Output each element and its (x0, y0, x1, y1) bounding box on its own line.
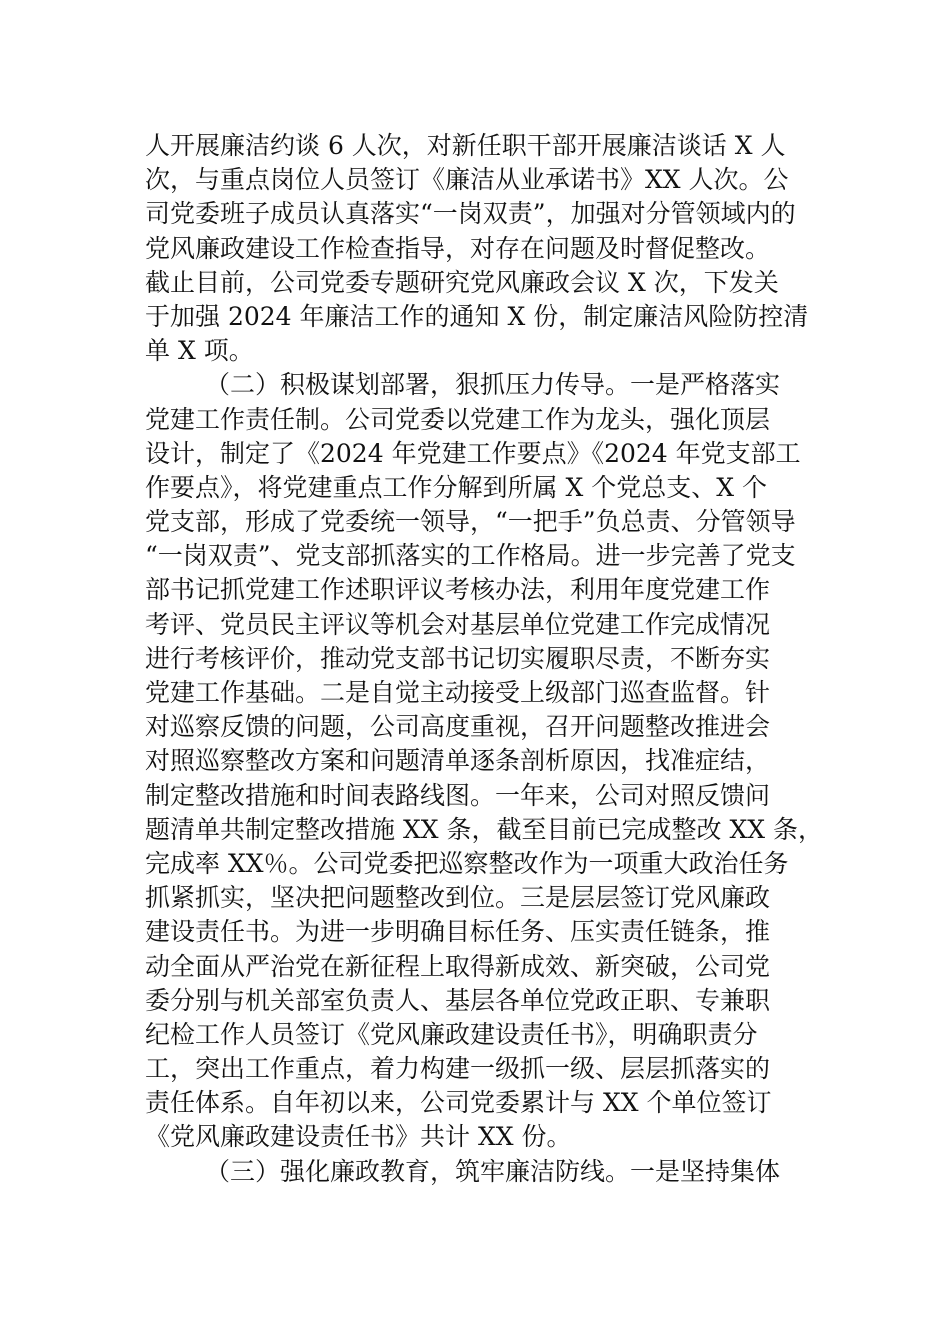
text-line: 人开展廉洁约谈 6 人次，对新任职干部开展廉洁谈话 X 人 (145, 131, 786, 160)
text-line: 部书记抓党建工作述职评议考核办法，利用年度党建工作 (145, 575, 771, 605)
text-line: 次，与重点岗位人员签订《廉洁从业承诺书》XX 人次。公 (145, 165, 789, 195)
text-line: 司党委班子成员认真落实“一岗双责”，加强对分管领域内的 (145, 199, 796, 229)
text-line: 作要点》，将党建重点工作分解到所属 X 个党总支、X 个 (145, 472, 767, 502)
text-line: 截止目前，公司党委专题研究党风廉政会议 X 次，下发关 (145, 267, 779, 297)
text-line: 《党风廉政建设责任书》共计 XX 份。 (145, 1122, 572, 1152)
text-line: 党支部，形成了党委统一领导，“一把手”负总责、分管领导 (145, 507, 796, 537)
text-line: 考评、党员民主评议等机会对基层单位党建工作完成情况 (145, 609, 771, 639)
section-heading-line: （三）强化廉政教育，筑牢廉洁防线。一是坚持集体 (205, 1156, 781, 1186)
text-line: 纪检工作人员签订《党风廉政建设责任书》，明确职责分 (145, 1019, 758, 1049)
text-line: “一岗双责”、党支部抓落实的工作格局。进一步完善了党支 (145, 541, 796, 571)
text-line: 于加强 2024 年廉洁工作的通知 X 份，制定廉洁风险防控清 (145, 301, 809, 331)
text-line: 制定整改措施和时间表路线图。一年来，公司对照反馈问 (145, 780, 771, 810)
text-line: 单 X 项。 (145, 336, 254, 366)
text-line: 对照巡察整改方案和问题清单逐条剖析原因，找准症结， (145, 746, 771, 776)
body-text (145, 129, 825, 1189)
text-line: 党建工作基础。二是自觉主动接受上级部门巡查监督。针 (145, 678, 771, 707)
text-line: 设计，制定了《2024 年党建工作要点》《2024 年党支部工 (145, 438, 801, 468)
text-line: 工，突出工作重点，着力构建一级抓一级、层层抓落实的 (145, 1054, 771, 1084)
text-line: 题清单共制定整改措施 XX 条，截至目前已完成整改 XX 条， (145, 814, 823, 844)
text-line: 党风廉政建设工作检查指导，对存在问题及时督促整改。 (145, 233, 771, 263)
text-line: 动全面从严治党在新征程上取得新成效、新突破，公司党 (145, 951, 771, 981)
text-line: 进行考核评价，推动党支部书记切实履职尽责，不断夯实 (145, 643, 771, 673)
section-heading-line: （二）积极谋划部署，狠抓压力传导。一是严格落实 (205, 370, 781, 400)
text-line: 对巡察反馈的问题，公司高度重视，召开问题整改推进会 (145, 712, 771, 742)
text-line: 抓紧抓实，坚决把问题整改到位。三是层层签订党风廉政 (145, 883, 771, 913)
text-line: 委分别与机关部室负责人、基层各单位党政正职、专兼职 (145, 985, 771, 1015)
text-line: 建设责任书。为进一步明确目标任务、压实责任链条，推 (145, 917, 771, 947)
text-line: 完成率 XX％。公司党委把巡察整改作为一项重大政治任务 (145, 848, 789, 878)
text-line: 党建工作责任制。公司党委以党建工作为龙头，强化顶层 (145, 404, 771, 434)
text-line: 责任体系。自年初以来，公司党委累计与 XX 个单位签订 (145, 1088, 772, 1118)
